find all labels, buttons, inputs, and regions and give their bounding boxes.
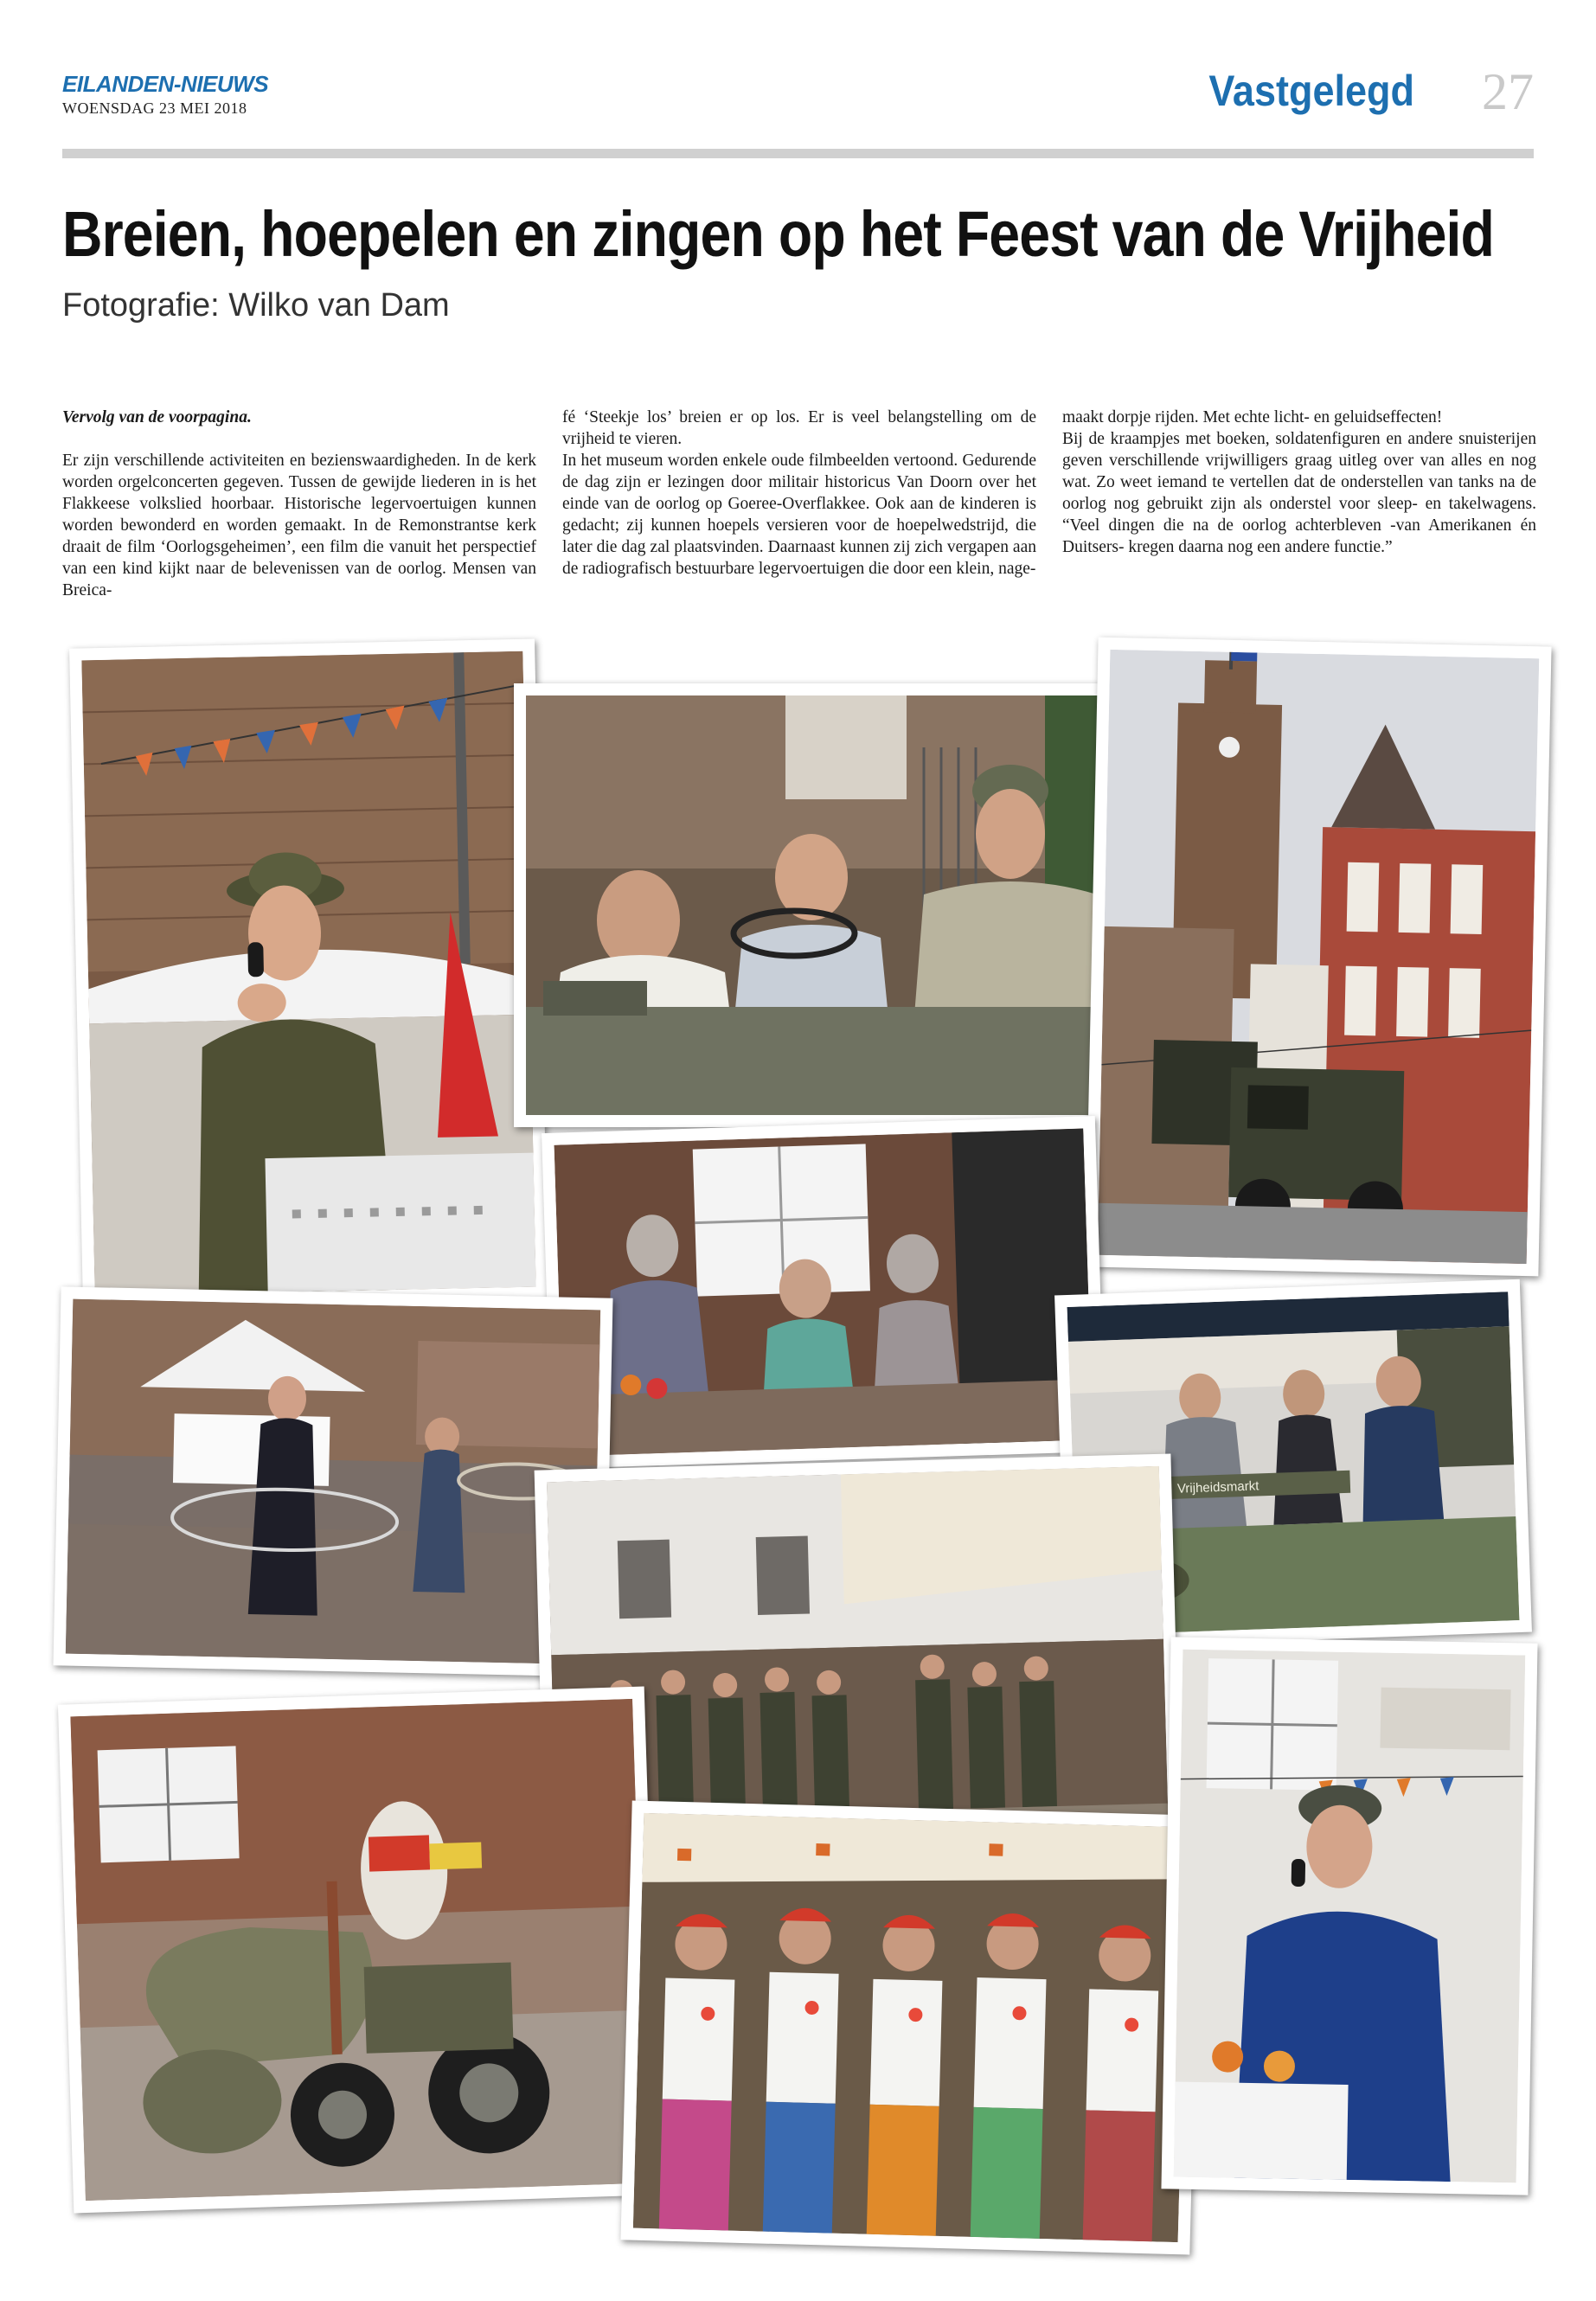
masthead: [62, 71, 268, 118]
photo-hula-hoop: [53, 1286, 612, 1676]
column-3-paragraph-1: maakt dorpje rijden. Met echte licht- en geluidseffecten!: [1062, 408, 1443, 426]
photo-church-tower-trucks: [1085, 638, 1551, 1277]
article-lead: Vervolg van de voorpagina.: [62, 408, 252, 426]
column-2-paragraph-2: In het museum worden enkele oude filmbeelden vertoond. Gedurende de dag zijn er lezingen door militair historicus Van Doorn over het einde van de oorlog op Goeree-Overflakkee. Ook aan de kinderen is gedacht; zij kunnen hoepels versieren voor de hoepelwedstrijd, die later die dag zal plaatsvinden. Daarnaast kunnen zij zich vergapen aan de radiografisch bestuurbare legervoertuigen die door een klein, nage-: [562, 452, 1036, 578]
column-2-paragraph-1: fé ‘Steekje los’ breien er op los. Er is veel belangstelling om de vrijheid te vieren.: [562, 408, 1036, 448]
column-3-paragraph-2: Bij de kraampjes met boeken, soldatenfiguren en andere snuisterijen geven verschillende vrijwilligers graag uitleg over van alles en nog wat. Zo weet iemand te vertellen dat de onderstellen van tanks na de oorlog nog gebruikt zijn als onderstel voor sleep- en takelwagens. “Veel dingen die na de oorlog achterbleven -van Amerikanen én Duitsers- kregen daarna nog een andere functie.”: [1062, 430, 1536, 556]
article-byline: Fotografie: Wilko van Dam: [62, 287, 450, 324]
column-1-text: Er zijn verschillende activiteiten en bezienswaardigheden. In de kerk worden orgelconcerten gegeven. Tussen de gewijde liederen in is het Flakkeese volkslied hoorbaar. Historische legervoertuigen kunnen worden bewonderd en worden gemaakt. In de Remonstrantse kerk draait de film ‘Oorlogsgeheimen’, een film die vanuit het perspectief van een kind kijkt naar de belevenissen van de oorlog. Mensen van Breica-: [62, 452, 536, 599]
photo-singer-blue-overalls: [1161, 1637, 1537, 2195]
photo-singer-microphone: [69, 638, 548, 1308]
issue-date: WOENSDAG 23 MEI 2018: [62, 99, 247, 117]
photo-singing-women: [620, 1800, 1201, 2254]
photo-couple-in-jeep: [514, 683, 1157, 1127]
article-column-3: [1062, 407, 1536, 558]
stall-sign-text: Vrijheidsmarkt: [1176, 1478, 1259, 1497]
section-title: Vastgelegd: [1208, 67, 1414, 115]
article-column-2: [562, 407, 1036, 580]
header-rule: [62, 149, 1534, 158]
newspaper-logo: EILANDEN-NIEUWS: [62, 71, 269, 97]
photo-knitting-ladies: [542, 1116, 1106, 1469]
page-number: 27: [1482, 63, 1534, 120]
article-headline: Breien, hoepelen en zingen op het Feest van de Vrijheid: [62, 198, 1495, 270]
photo-motorcycle-sidecar: [58, 1686, 660, 2213]
article-column-1: [62, 407, 536, 601]
